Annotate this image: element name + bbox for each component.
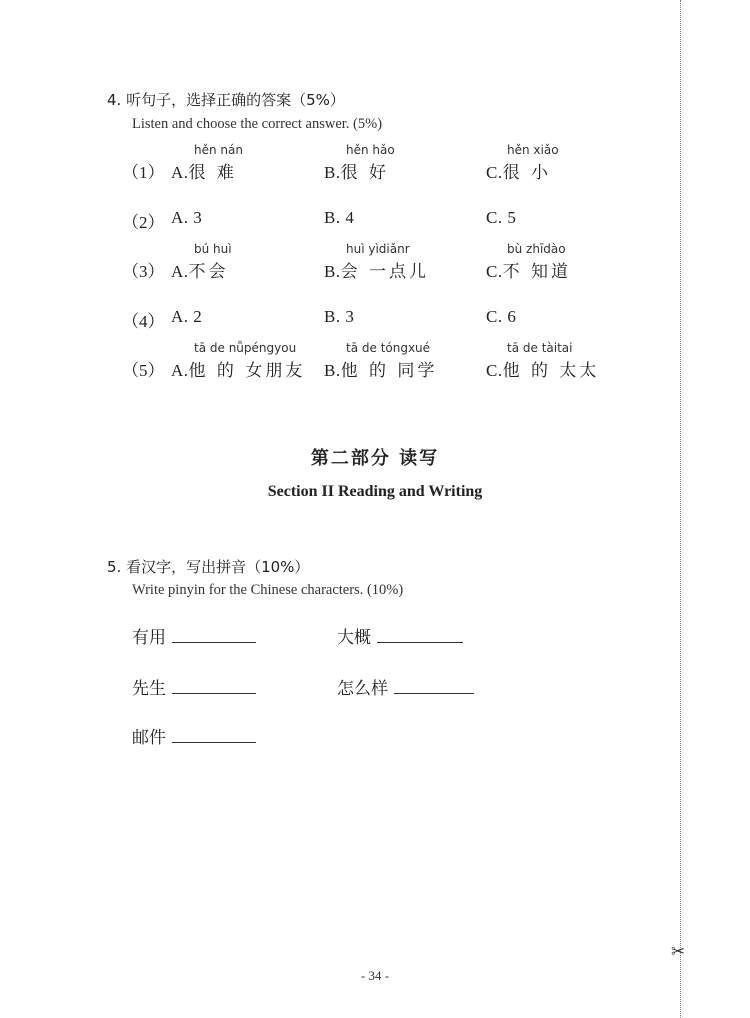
option-a[interactable] [171,158,237,183]
option-a[interactable] [171,307,202,327]
chinese-word: 大概 [337,628,371,648]
chinese-word: 有用 [132,628,166,648]
pinyin-item [132,723,256,748]
option-letter: B. [324,307,341,326]
option-a[interactable] [171,257,229,282]
option-a[interactable] [171,208,202,228]
option-pinyin: hěn nán [194,143,243,157]
option-c[interactable] [486,257,571,282]
row-label: （1） [122,163,165,182]
pinyin-item [132,623,256,648]
option-text: 5 [507,208,517,227]
option-text: 6 [507,307,517,326]
option-letter: C. [486,262,503,281]
scissors-icon: ✂ [671,942,686,962]
question-5-title: 5. 看汉字，写出拼音（10%） [107,558,310,576]
pinyin-blank[interactable] [172,677,256,694]
section-title-cn: 第二部分 读写 [310,448,440,469]
chinese-word: 邮件 [132,728,166,748]
pinyin-blank[interactable] [172,626,256,643]
pinyin-item [132,674,256,699]
option-text: 3 [345,307,355,326]
option-b[interactable] [324,158,389,183]
option-letter: B. [324,208,341,227]
row-label: （5） [122,361,165,380]
option-letter: A. [171,262,189,281]
option-c[interactable] [486,158,551,183]
option-text: 他 的 女朋友 [188,361,306,381]
question-4-title: 4. 听句子，选择正确的答案（5%） [107,91,345,109]
option-text: 很 小 [502,163,551,183]
option-text: 2 [193,307,203,326]
option-letter: C. [486,163,503,182]
option-c[interactable] [486,356,599,381]
option-letter: B. [324,262,341,281]
question-4-subtitle: Listen and choose the correct answer. (5%) [132,116,383,132]
row-label: （4） [122,312,165,331]
pinyin-item [337,674,474,699]
option-letter: C. [486,307,503,326]
pinyin-item [337,623,463,648]
option-pinyin: hěn xiǎo [507,143,559,157]
option-letter: C. [486,361,503,380]
option-text: 不会 [188,262,229,282]
row-label: （2） [122,213,165,232]
option-pinyin: tā de tóngxué [346,341,431,355]
pinyin-blank[interactable] [377,626,463,643]
option-letter: C. [486,208,503,227]
option-letter: A. [171,163,189,182]
option-pinyin: tā de nǚpéngyou [194,341,297,355]
option-text: 很 好 [340,163,389,183]
option-text: 会 一点儿 [340,262,429,282]
chinese-word: 先生 [132,679,166,699]
option-b[interactable] [324,307,354,327]
option-c[interactable] [486,307,516,327]
page-number: - 34 - [360,968,390,983]
option-text: 4 [345,208,355,227]
section-title-en: Section II Reading and Writing [267,483,483,500]
option-pinyin: hěn hǎo [346,143,395,157]
pinyin-blank[interactable] [394,677,474,694]
option-a[interactable] [171,356,305,381]
option-text: 他 的 同学 [340,361,438,381]
row-label: （3） [122,262,165,281]
option-b[interactable] [324,257,429,282]
option-pinyin: huì yìdiǎnr [346,242,410,256]
pinyin-blank[interactable] [172,726,256,743]
option-letter: A. [171,208,189,227]
option-b[interactable] [324,208,354,228]
option-pinyin: tā de tàitai [507,341,573,355]
option-c[interactable] [486,208,516,228]
question-5-subtitle: Write pinyin for the Chinese characters. (10%) [132,582,404,598]
option-b[interactable] [324,356,437,381]
option-pinyin: bú huì [194,242,232,256]
cut-line [680,0,681,1018]
option-text: 不 知道 [502,262,571,282]
option-text: 他 的 太太 [502,361,600,381]
chinese-word: 怎么样 [337,679,388,699]
option-letter: A. [171,307,189,326]
option-text: 很 难 [188,163,237,183]
option-letter: B. [324,361,341,380]
option-pinyin: bù zhīdào [507,242,566,256]
option-letter: B. [324,163,341,182]
option-text: 3 [193,208,203,227]
option-letter: A. [171,361,189,380]
